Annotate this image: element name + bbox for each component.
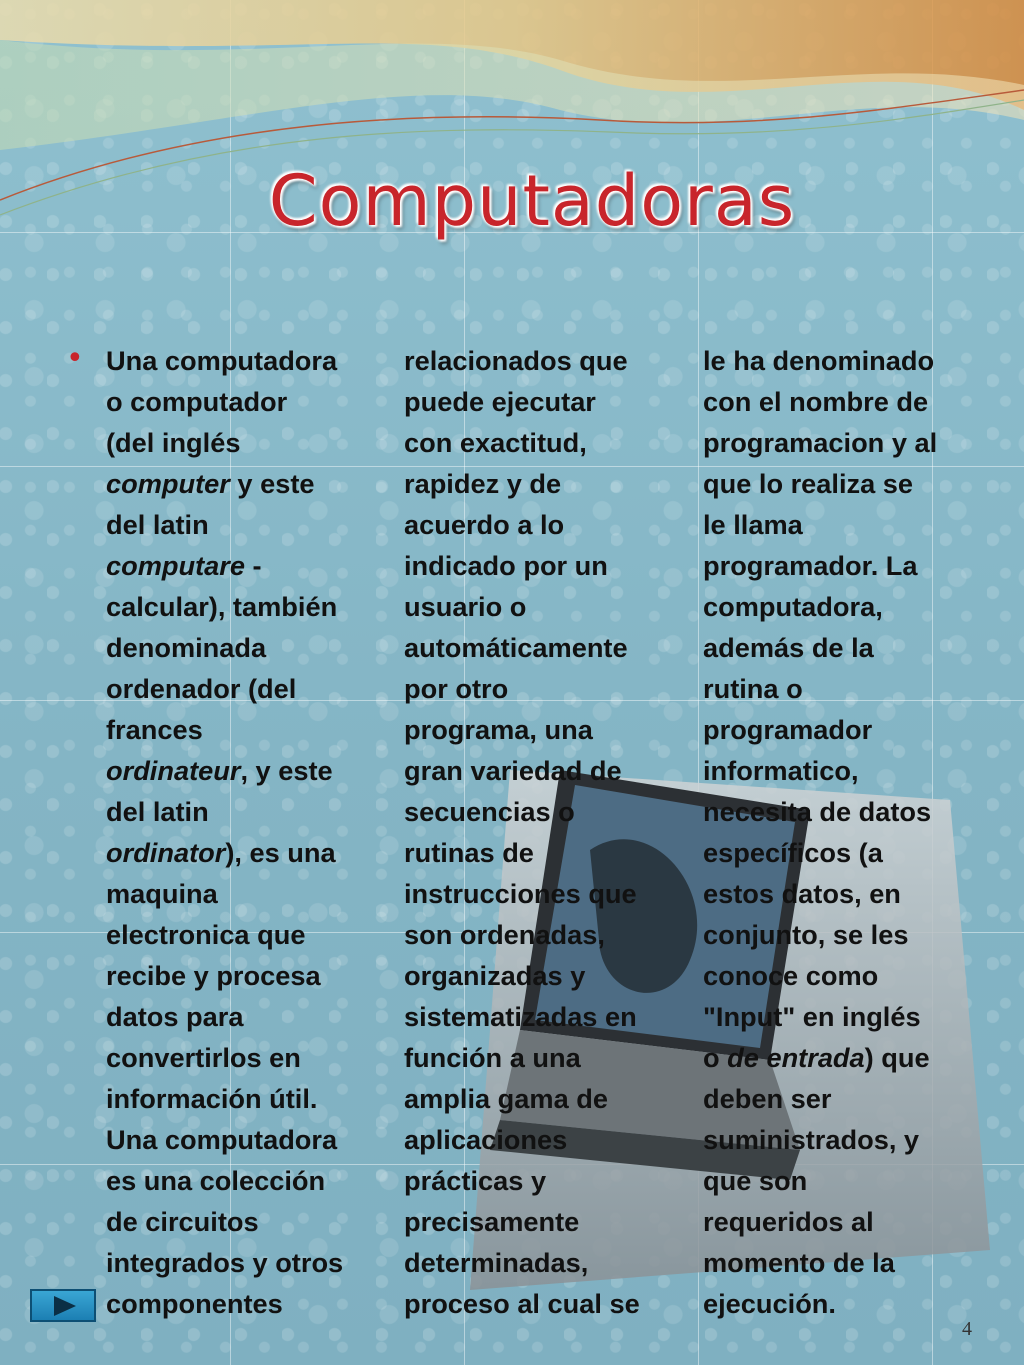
text-column-2	[404, 340, 640, 1324]
text-line: organizadas y	[404, 960, 586, 991]
text-line: de circuitos	[106, 1206, 259, 1237]
text-line: amplia gama de	[404, 1083, 608, 1114]
page-number: 4	[962, 1318, 972, 1340]
play-arrow-icon	[52, 1295, 78, 1317]
text-line: puede ejecutar	[404, 386, 596, 417]
text-line: ejecución.	[703, 1288, 836, 1319]
text-line: informatico,	[703, 755, 859, 786]
text-line: indicado por un	[404, 550, 608, 581]
text-line: que son	[703, 1165, 808, 1196]
text-column-3	[703, 340, 937, 1324]
text-line: suministrados, y	[703, 1124, 920, 1155]
text-line: rapidez y de	[404, 468, 562, 499]
text-line: ordenador (del	[106, 673, 297, 704]
text-line: rutinas de	[404, 837, 534, 868]
text-line: usuario o	[404, 591, 527, 622]
text-line: conjunto, se les	[703, 919, 909, 950]
text-line: computadora,	[703, 591, 883, 622]
text-line: o computador	[106, 386, 288, 417]
text-line: proceso al cual se	[404, 1288, 640, 1319]
text-line: acuerdo a lo	[404, 509, 565, 540]
text-line: con exactitud,	[404, 427, 587, 458]
text-line: son ordenadas,	[404, 919, 605, 950]
text-line: Una computadora	[106, 1124, 338, 1155]
text-line: programador. La	[703, 550, 918, 581]
text-line: Una computadora	[106, 345, 338, 376]
text-line: deben ser	[703, 1083, 832, 1114]
text-line: aplicaciones	[404, 1124, 568, 1155]
text-line: maquina	[106, 878, 218, 909]
text-line: calcular), también	[106, 591, 338, 622]
text-line: instrucciones que	[404, 878, 637, 909]
text-line: con el nombre de	[703, 386, 929, 417]
text-line: frances	[106, 714, 203, 745]
text-line: es una colección	[106, 1165, 326, 1196]
text-line: momento de la	[703, 1247, 895, 1278]
text-line: sistematizadas en	[404, 1001, 637, 1032]
text-line: necesita de datos	[703, 796, 932, 827]
text-line: estos datos, en	[703, 878, 901, 909]
text-line: específicos (a	[703, 837, 883, 868]
text-line: (del inglés	[106, 427, 241, 458]
text-line: o de entrada) que	[703, 1042, 930, 1073]
text-line: requeridos al	[703, 1206, 874, 1237]
text-line: recibe y procesa	[106, 960, 321, 991]
text-line: relacionados que	[404, 345, 628, 376]
text-line: electronica que	[106, 919, 306, 950]
text-line: "Input" en inglés	[703, 1001, 921, 1032]
text-line: rutina o	[703, 673, 803, 704]
text-line: integrados y otros	[106, 1247, 344, 1278]
text-line: por otro	[404, 673, 509, 704]
text-line: función a una	[404, 1042, 581, 1073]
text-line: programacion y al	[703, 427, 938, 458]
bullet-dot-icon: •	[66, 341, 84, 376]
text-line: denominada	[106, 632, 267, 663]
text-line: datos para	[106, 1001, 244, 1032]
text-line: convertirlos en	[106, 1042, 301, 1073]
text-line: del latin	[106, 509, 209, 540]
text-line: conoce como	[703, 960, 879, 991]
text-line: computare -	[106, 550, 262, 581]
text-line: información útil.	[106, 1083, 318, 1114]
text-line: gran variedad de	[404, 755, 622, 786]
text-line: ordinateur, y este	[106, 755, 333, 786]
text-line: automáticamente	[404, 632, 628, 663]
text-line: además de la	[703, 632, 874, 663]
text-line: computer y este	[106, 468, 315, 499]
text-line: precisamente	[404, 1206, 580, 1237]
text-line: le llama	[703, 509, 803, 540]
text-line: programa, una	[404, 714, 593, 745]
text-line: del latin	[106, 796, 209, 827]
text-line: le ha denominado	[703, 345, 935, 376]
text-line: determinadas,	[404, 1247, 589, 1278]
text-line: programador	[703, 714, 873, 745]
text-column-1	[106, 340, 343, 1324]
text-line: componentes	[106, 1288, 283, 1319]
next-slide-button[interactable]	[30, 1289, 96, 1322]
text-line: prácticas y	[404, 1165, 547, 1196]
text-line: que lo realiza se	[703, 468, 914, 499]
text-line: secuencias o	[404, 796, 575, 827]
slide-title: Computadoras	[268, 160, 796, 242]
text-line: ordinator), es una	[106, 837, 336, 868]
